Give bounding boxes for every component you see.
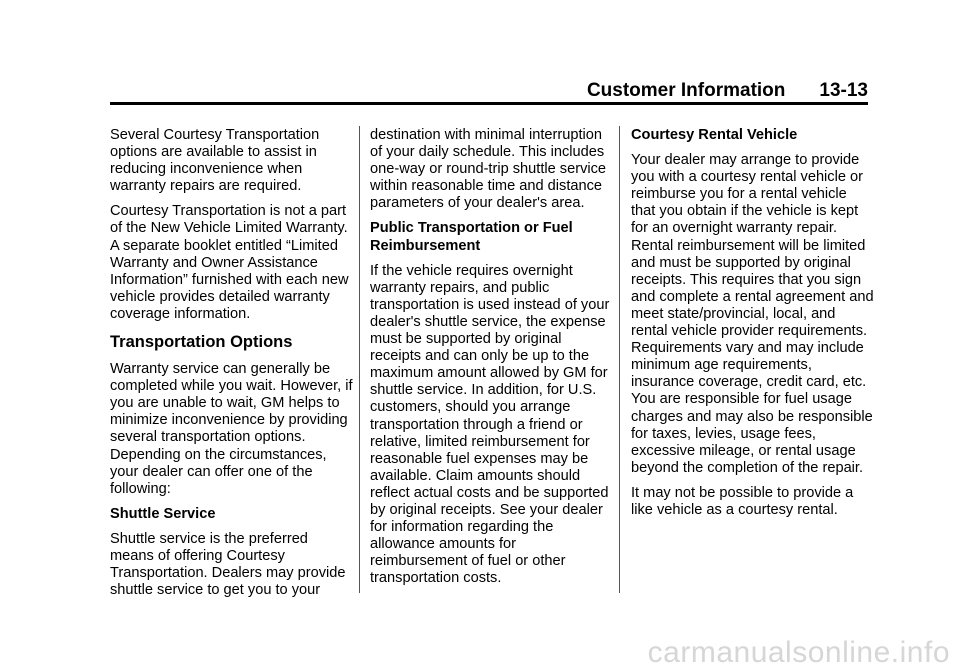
subheading: Shuttle Service bbox=[110, 505, 216, 522]
subheading: Courtesy Rental Vehicle bbox=[631, 127, 798, 143]
column-1 bbox=[110, 127, 354, 607]
header-rule bbox=[110, 102, 868, 105]
paragraph: If the vehicle requires overnight warranty repairs, and public transportation is used instead of your dealer's shuttle service, the expense must be supported by original receipts and can only be up to the maximum amount allowed by GM for shuttle service. In addition, for U.S. customers, should you arrange transportation through a friend or relative, limited reimbursement for reasonable fuel expenses may be available. Claim amounts should reflect actual costs and be supported by original receipts. See your dealer for information regarding the allowance amounts for reimbursement of fuel or other transportation costs. bbox=[370, 262, 610, 587]
column-divider bbox=[359, 126, 360, 593]
page-number: 13-13 bbox=[819, 80, 868, 101]
paragraph: Shuttle service is the preferred means of offering Courtesy Transportation. Dealers may provide shuttle service to get you to your bbox=[110, 530, 346, 599]
paragraph: Your dealer may arrange to provide you with a courtesy rental vehicle or reimburse you for a rental vehicle that you obtain if the vehicle is kept for an overnight warranty repair. Rental reimbursement will be limited and must be supported by original receipts. This requires that you sign and complete a rental agreement and meet state/provincial, local, and rental vehicle provider requirements. Requirements vary and may include minimum age requirements, insurance coverage, credit card, etc. You are responsible for fuel usage charges and may also be responsible for taxes, levies, usage fees, excessive mileage, or rental usage beyond the completion of the repair. bbox=[631, 152, 874, 476]
column-3 bbox=[631, 127, 875, 527]
section-title: Customer Information bbox=[586, 80, 786, 101]
paragraph: Several Courtesy Transportation options are available to assist in reducing inconvenience when warranty repairs are required. bbox=[110, 127, 320, 195]
paragraph: Courtesy Transportation is not a part of the New Vehicle Limited Warranty. A separate booklet entitled “Limited Warranty and Owner Assistance Information” furnished with each new vehicle provides detailed warranty coverage information. bbox=[110, 203, 349, 322]
section-heading: Transportation Options bbox=[110, 333, 293, 352]
page-header bbox=[110, 80, 868, 102]
column-2 bbox=[370, 127, 614, 595]
paragraph: destination with minimal interruption of your daily schedule. This includes one-way or round-trip shuttle service within reasonable time and distance parameters of your dealer's area. bbox=[370, 127, 607, 212]
watermark: carmanualsonline.info bbox=[647, 636, 950, 669]
subheading: Public Transportation or Fuel Reimbursement bbox=[370, 220, 573, 254]
column-divider bbox=[619, 126, 620, 593]
paragraph: It may not be possible to provide a like vehicle as a courtesy rental. bbox=[631, 484, 854, 518]
paragraph: Warranty service can generally be completed while you wait. However, if you are unable to wait, GM helps to minimize inconvenience by providing several transportation options. Depending on the circumstances, your dealer can offer one of the following: bbox=[110, 361, 353, 497]
